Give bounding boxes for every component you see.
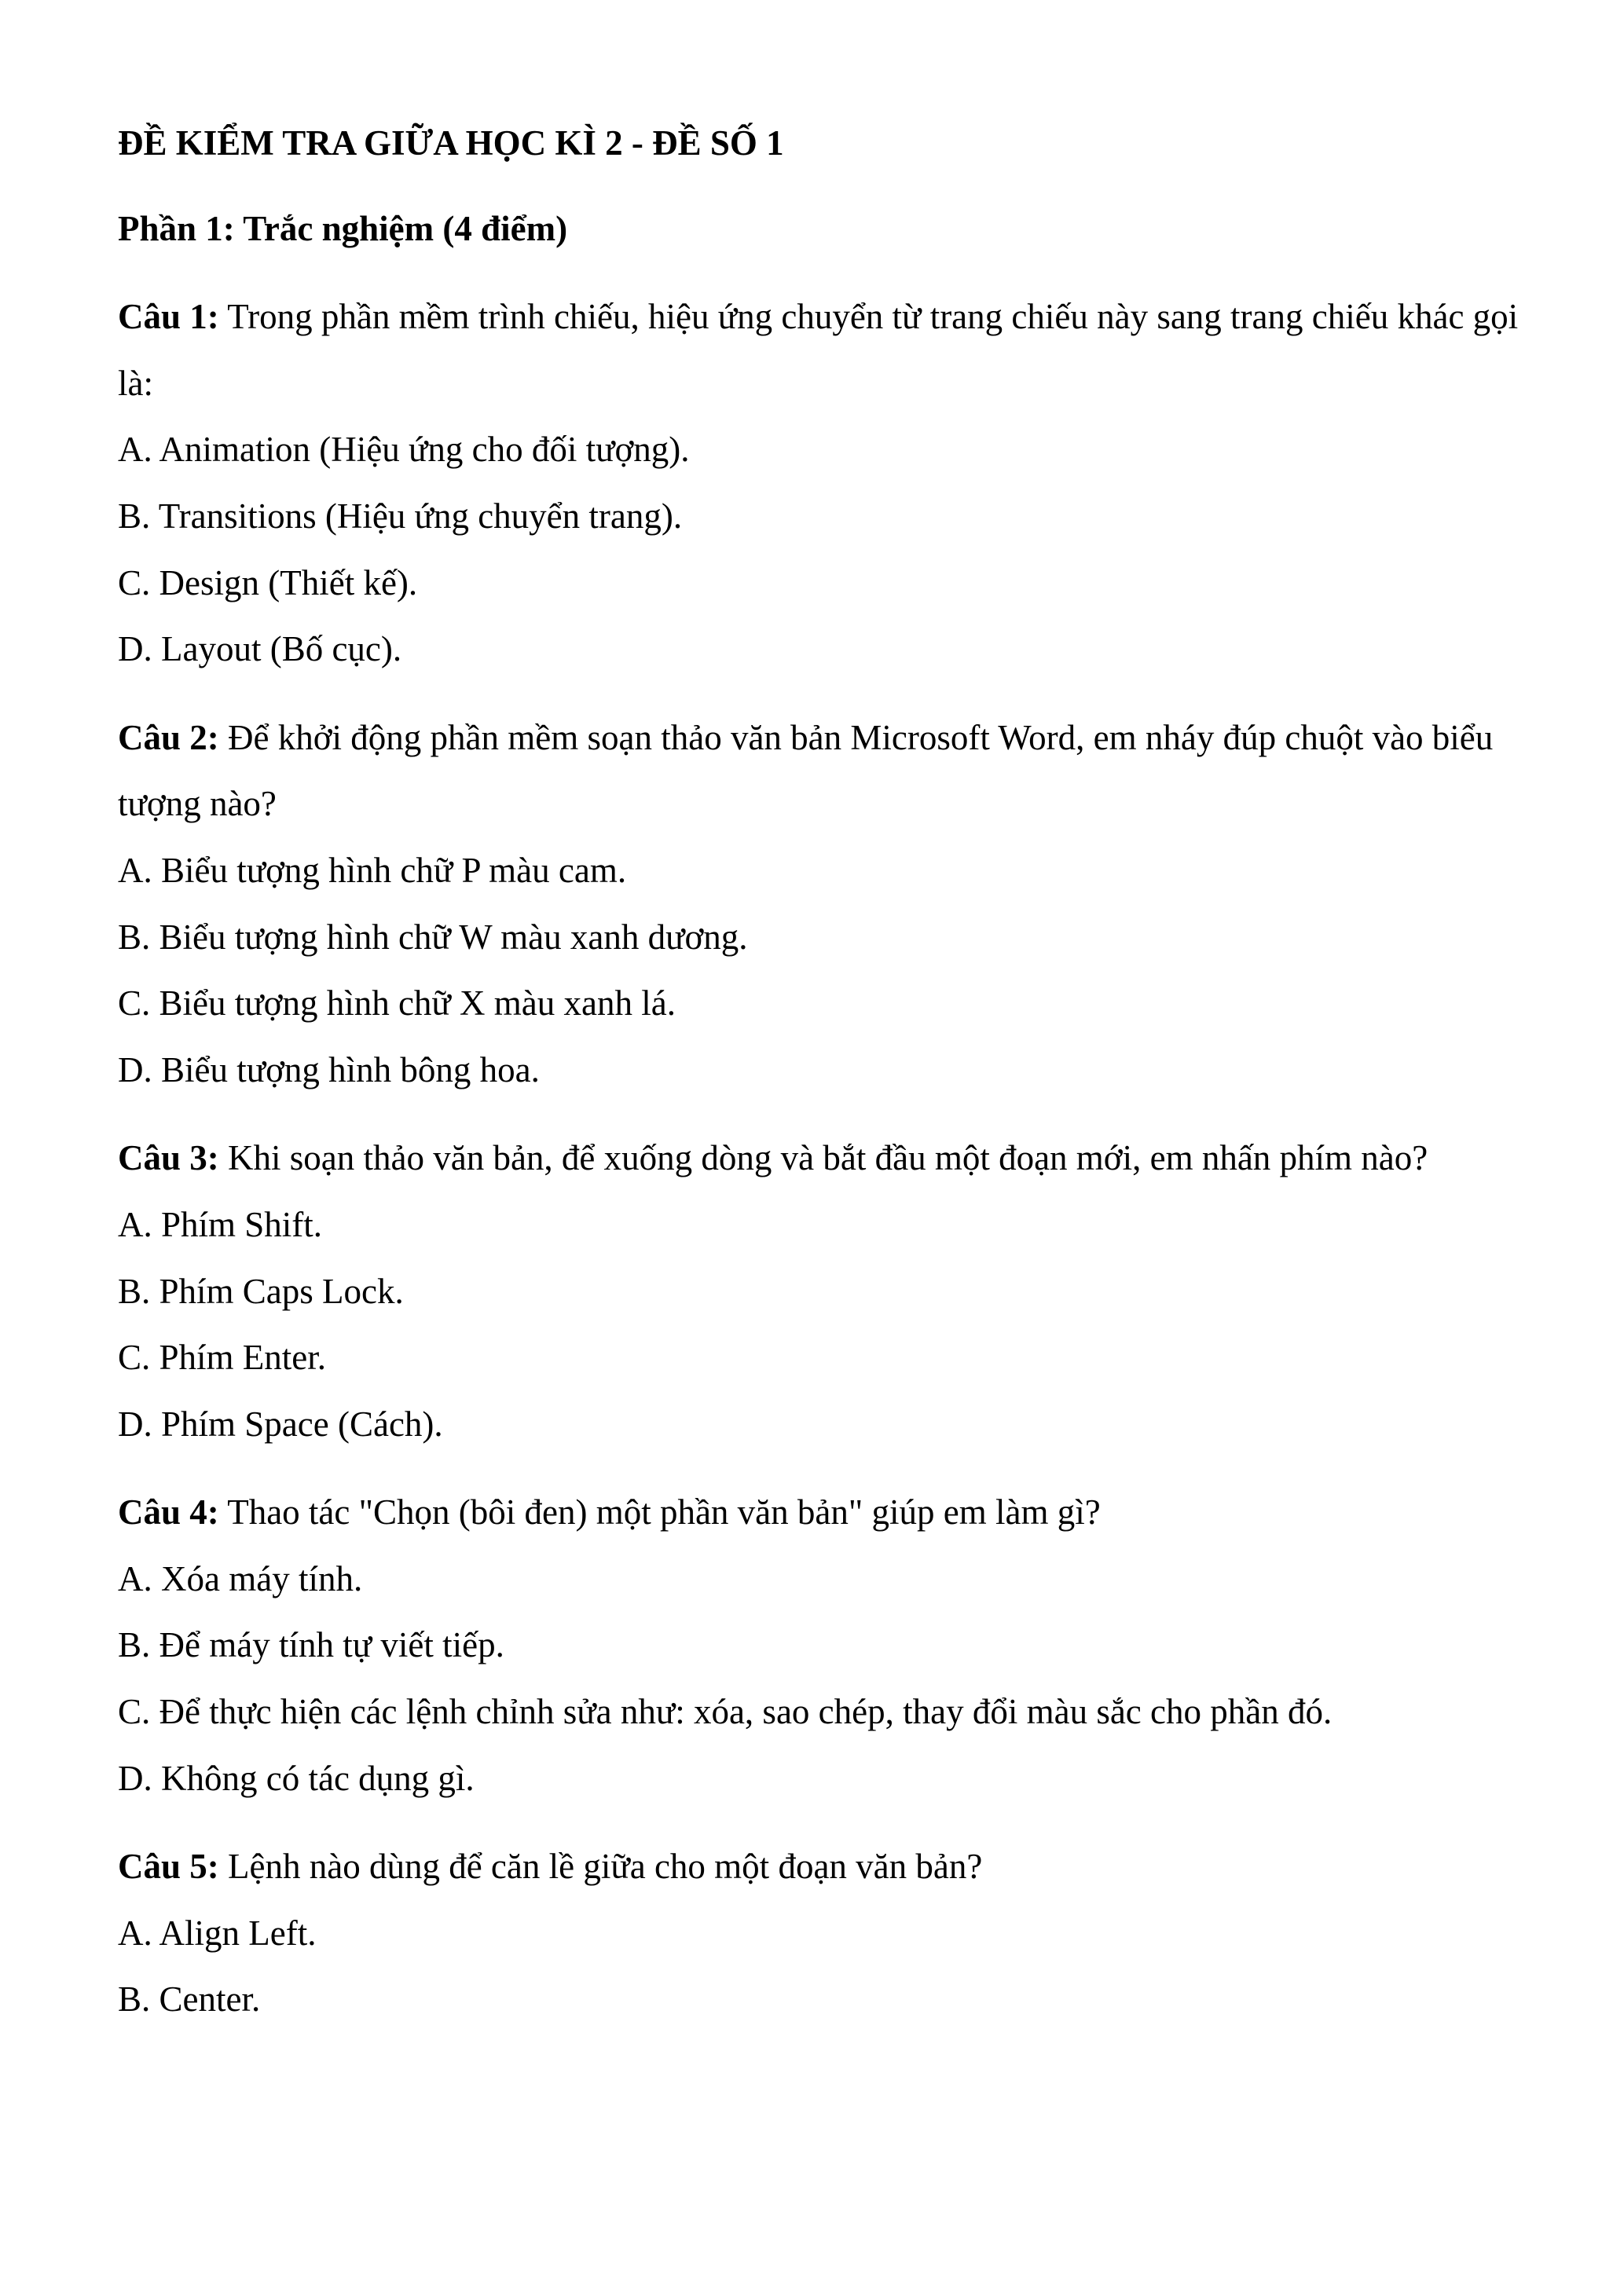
question-label: Câu 4: xyxy=(118,1492,219,1532)
document-page xyxy=(118,110,1524,2033)
question-stem xyxy=(118,1125,1524,1192)
answer-option: A. Xóa máy tính. xyxy=(118,1558,363,1598)
question-stem xyxy=(118,705,1524,837)
question-3 xyxy=(118,1125,1524,1457)
question-label: Câu 3: xyxy=(118,1138,219,1178)
answer-option: C. Để thực hiện các lệnh chỉnh sửa như: xóa, sao chép, thay đổi màu sắc cho phần đó. xyxy=(118,1692,1333,1732)
question-stem xyxy=(118,284,1524,416)
question-stem xyxy=(118,1833,1524,1900)
question-stem xyxy=(118,1479,1524,1546)
answer-option: C. Design (Thiết kế). xyxy=(118,562,418,602)
question-text: Để khởi động phần mềm soạn thảo văn bản Microsoft Word, em nháy đúp chuột vào biểu tượng nào? xyxy=(118,717,1494,824)
question-1 xyxy=(118,284,1524,683)
question-text: Khi soạn thảo văn bản, để xuống dòng và bắt đầu một đoạn mới, em nhấn phím nào? xyxy=(228,1138,1428,1178)
question-text: Thao tác "Chọn (bôi đen) một phần văn bản" giúp em làm gì? xyxy=(227,1492,1101,1532)
question-label: Câu 2: xyxy=(118,717,219,757)
answer-option: A. Phím Shift. xyxy=(118,1204,323,1244)
answer-option: D. Biểu tượng hình bông hoa. xyxy=(118,1049,540,1089)
answer-option: B. Biểu tượng hình chữ W màu xanh dương. xyxy=(118,917,748,957)
answer-option: D. Phím Space (Cách). xyxy=(118,1404,443,1444)
answer-option: C. Phím Enter. xyxy=(118,1338,327,1378)
document-title: ĐỀ KIỂM TRA GIỮA HỌC KÌ 2 - ĐỀ SỐ 1 xyxy=(118,123,784,163)
question-label: Câu 5: xyxy=(118,1847,219,1887)
answer-option: B. Center. xyxy=(118,1979,261,2020)
question-2 xyxy=(118,705,1524,1104)
answer-option: D. Layout (Bố cục). xyxy=(118,629,402,669)
answer-option: C. Biểu tượng hình chữ X màu xanh lá. xyxy=(118,983,676,1023)
answer-option: A. Align Left. xyxy=(118,1913,317,1953)
answer-option: B. Để máy tính tự viết tiếp. xyxy=(118,1625,504,1665)
question-5 xyxy=(118,1833,1524,2033)
answer-option: D. Không có tác dụng gì. xyxy=(118,1758,475,1798)
question-text: Lệnh nào dùng để căn lề giữa cho một đoạn văn bản? xyxy=(228,1847,983,1887)
answer-option: A. Biểu tượng hình chữ P màu cam. xyxy=(118,850,627,890)
question-text: Trong phần mềm trình chiếu, hiệu ứng chuyển từ trang chiếu này sang trang chiếu khác gọi là: xyxy=(118,297,1519,403)
question-list xyxy=(118,284,1524,2033)
question-4 xyxy=(118,1479,1524,1811)
section-heading: Phần 1: Trắc nghiệm (4 điểm) xyxy=(118,208,568,248)
answer-option: A. Animation (Hiệu ứng cho đối tượng). xyxy=(118,430,690,470)
answer-option: B. Transitions (Hiệu ứng chuyển trang). xyxy=(118,496,683,536)
answer-option: B. Phím Caps Lock. xyxy=(118,1271,404,1311)
question-label: Câu 1: xyxy=(118,297,219,337)
